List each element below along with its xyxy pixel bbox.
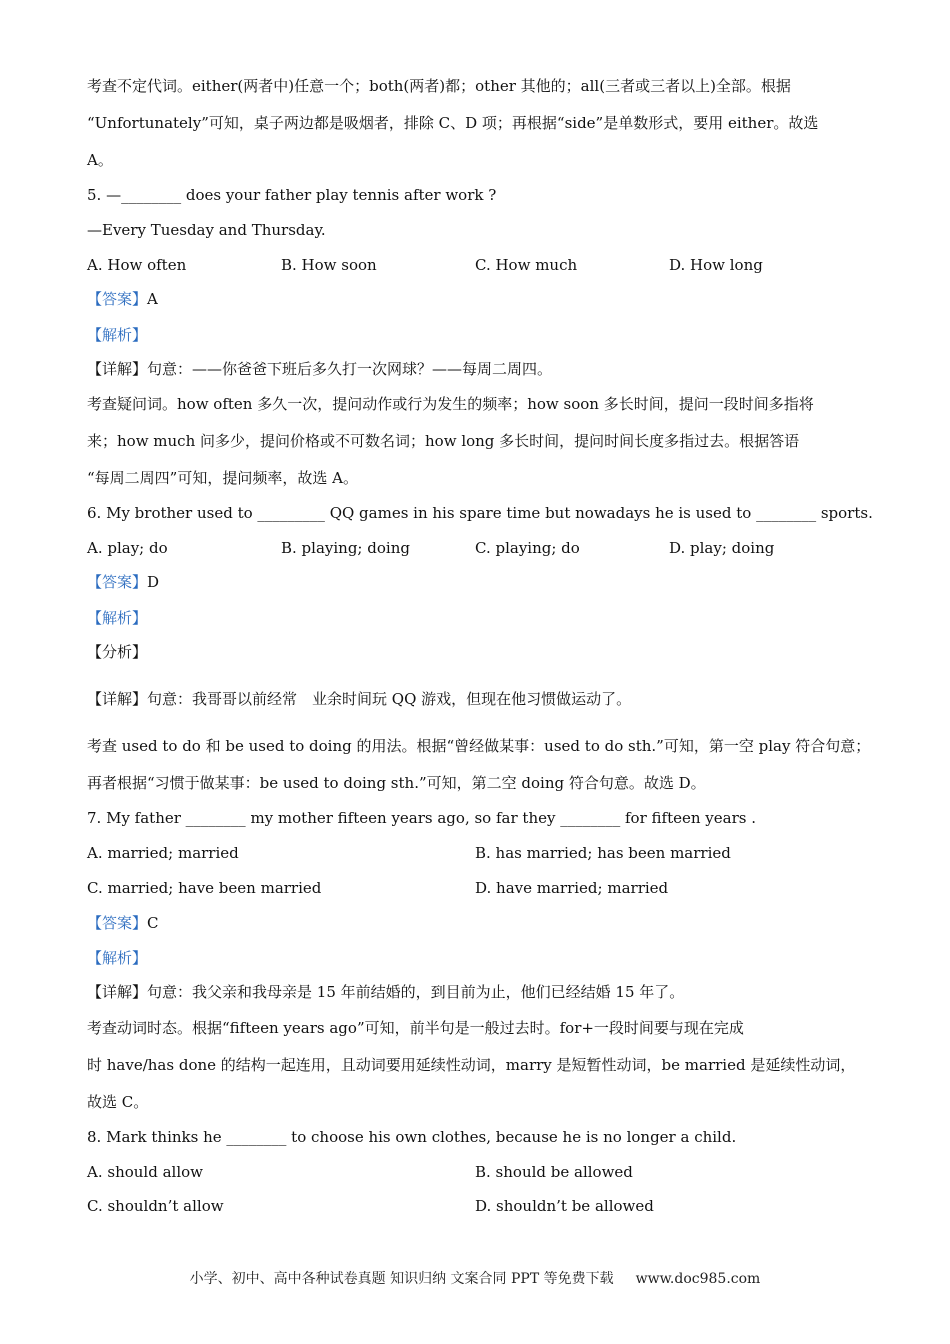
q7-explanation-line: 时 have/has done 的结构一起连用，且动词要用延续性动词，marry 是短暂性动词，be married 是延续性动词， [87, 1056, 856, 1074]
q5-option-d: D. How long [669, 256, 763, 274]
q6-fenxi-tag: 【分析】 [87, 643, 148, 661]
answer-tag: 【答案】 [87, 573, 148, 591]
q7-analysis-tag [87, 948, 147, 968]
q5-option-b: B. How soon [281, 256, 377, 274]
footer-url[interactable]: www.doc985.com [635, 1271, 761, 1287]
q7-detail [87, 982, 684, 1002]
q7-explanation-line: 考查动词时态。根据“fifteen years ago”可知，前半句是一般过去时。for+一段时间要与现在完成 [87, 1019, 744, 1037]
explanation-line: A。 [87, 151, 113, 169]
analysis-tag: 【解析】 [87, 609, 148, 627]
q7-option-b: B. has married; has been married [475, 844, 731, 862]
q5-explanation-line: 来；how much 问多少，提问价格或不可数名词；how long 多长时间，提问时间长度多指过去。根据答语 [87, 432, 800, 450]
q8-option-b: B. should be allowed [475, 1163, 633, 1181]
q7-option-a: A. married; married [87, 844, 239, 862]
analysis-tag: 【解析】 [87, 949, 148, 967]
answer-tag: 【答案】 [87, 290, 148, 308]
q6-analysis-tag [87, 608, 147, 628]
explanation-line: “Unfortunately”可知，桌子两边都是吸烟者，排除 C、D 项；再根据“side”是单数形式，要用 either。故选 [87, 114, 819, 132]
question-8-stem: 8. Mark thinks he ________ to choose his own clothes, because he is no longer a child. [87, 1128, 737, 1146]
question-6-stem: 6. My brother used to _________ QQ games in his spare time but nowadays he is used to ________ sports. [87, 504, 873, 522]
detail-text: 句意：——你爸爸下班后多久打一次网球？——每周二周四。 [147, 360, 553, 378]
answer-value: D [147, 573, 160, 591]
answer-value: A [147, 290, 158, 308]
answer-value: C [147, 914, 159, 932]
q6-explanation-line: 考查 used to do 和 be used to doing 的用法。根据“曾经做某事：used to do sth.”可知，第一空 play 符合句意； [87, 737, 871, 755]
q6-detail [87, 689, 631, 709]
q6-option-d: D. play; doing [669, 539, 775, 557]
detail-text: 句意：我哥哥以前经常 业余时间玩 QQ 游戏，但现在他习惯做运动了。 [147, 690, 632, 708]
question-7-stem: 7. My father ________ my mother fifteen years ago, so far they ________ for fifteen years . [87, 809, 756, 827]
question-5-stem: 5. —________ does your father play tennis after work ? [87, 186, 497, 204]
q5-analysis-tag [87, 325, 147, 345]
detail-text: 句意：我父亲和我母亲是 15 年前结婚的，到目前为止，他们已经结婚 15 年了。 [147, 983, 685, 1001]
q6-option-a: A. play; do [87, 539, 168, 557]
q5-detail [87, 359, 552, 379]
q6-option-c: C. playing; do [475, 539, 580, 557]
q5-explanation-line: 考查疑问词。how often 多久一次，提问动作或行为发生的频率；how soon 多长时间，提问一段时间多指将 [87, 395, 814, 413]
detail-tag: 【详解】 [87, 983, 148, 1001]
detail-tag: 【详解】 [87, 690, 148, 708]
answer-tag: 【答案】 [87, 914, 148, 932]
explanation-line: 考查不定代词。either(两者中)任意一个；both(两者)都；other 其他的；all(三者或三者以上)全部。根据 [87, 77, 791, 95]
q6-answer [87, 572, 159, 592]
q8-option-c: C. shouldn’t allow [87, 1197, 224, 1215]
q6-explanation-line: 再者根据“习惯于做某事：be used to doing sth.”可知，第二空 doing 符合句意。故选 D。 [87, 774, 706, 792]
question-5-reply: —Every Tuesday and Thursday. [87, 221, 326, 239]
q7-option-d: D. have married; married [475, 879, 669, 897]
footer-text: 小学、初中、高中各种试卷真题 知识归纳 文案合同 PPT 等免费下载 [189, 1271, 614, 1287]
page-footer [0, 1268, 950, 1288]
detail-tag: 【详解】 [87, 360, 148, 378]
q5-answer [87, 289, 158, 309]
q8-option-d: D. shouldn’t be allowed [475, 1197, 654, 1215]
q5-option-c: C. How much [475, 256, 578, 274]
q7-answer [87, 913, 159, 933]
q6-option-b: B. playing; doing [281, 539, 410, 557]
q7-option-c: C. married; have been married [87, 879, 322, 897]
q8-option-a: A. should allow [87, 1163, 203, 1181]
q5-option-a: A. How often [87, 256, 187, 274]
q5-explanation-line: “每周二周四”可知，提问频率，故选 A。 [87, 469, 358, 487]
analysis-tag: 【解析】 [87, 326, 148, 344]
q7-explanation-line: 故选 C。 [87, 1093, 149, 1111]
